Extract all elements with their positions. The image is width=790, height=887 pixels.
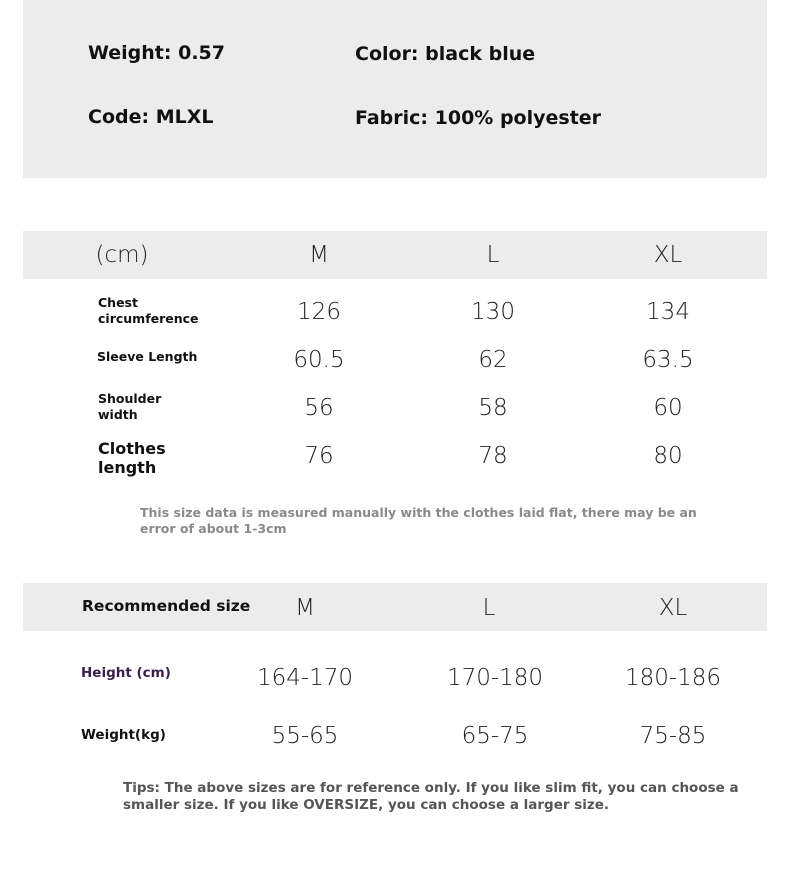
table-cell: 78 (478, 443, 508, 469)
table-cell: 58 (478, 395, 508, 421)
table-cell: 60.5 (293, 347, 345, 373)
fabric-info: Fabric: 100% polyester (355, 107, 602, 129)
table-cell: 62 (478, 347, 508, 373)
row-label-weight: Weight(kg) (81, 727, 166, 743)
table-cell: 60 (653, 395, 683, 421)
table-cell: 56 (304, 395, 334, 421)
row-label-clothes-length: Clothes length (98, 439, 166, 477)
table-cell: 55-65 (271, 723, 339, 749)
recommended-size-header: Recommended size (82, 597, 251, 615)
table-cell: 75-85 (639, 723, 707, 749)
table-cell: 130 (471, 299, 515, 325)
unit-header: (cm) (95, 242, 149, 268)
table-cell: 76 (304, 443, 334, 469)
row-label-chest: Chest circumference (98, 295, 199, 326)
code-info: Code: MLXL (88, 106, 214, 128)
size-tips: Tips: The above sizes are for reference only. If you like slim fit, you can choose a smaller size. If you like OVERSIZE, you can choose a larger size. (123, 780, 739, 813)
table-cell: 126 (297, 299, 341, 325)
table-cell: 180-186 (624, 665, 722, 691)
size-header-l: L (486, 242, 500, 268)
table-cell: 80 (653, 443, 683, 469)
row-label-shoulder: Shoulder width (98, 391, 162, 422)
table-cell: 164-170 (256, 665, 354, 691)
rec-size-header-m: M (295, 595, 315, 621)
row-label-height: Height (cm) (81, 665, 171, 681)
table-cell: 170-180 (446, 665, 544, 691)
rec-size-header-l: L (482, 595, 496, 621)
row-label-sleeve: Sleeve Length (97, 349, 198, 364)
table-cell: 65-75 (461, 723, 529, 749)
product-info-box (23, 0, 767, 178)
size-header-m: M (309, 242, 329, 268)
weight-info: Weight: 0.57 (88, 42, 225, 64)
color-info: Color: black blue (355, 43, 536, 65)
measurement-note: This size data is measured manually with the clothes laid flat, there may be an error of about 1-3cm (140, 505, 697, 536)
rec-size-header-xl: XL (658, 595, 688, 621)
table-cell: 134 (646, 299, 690, 325)
size-header-xl: XL (653, 242, 683, 268)
table-cell: 63.5 (642, 347, 694, 373)
